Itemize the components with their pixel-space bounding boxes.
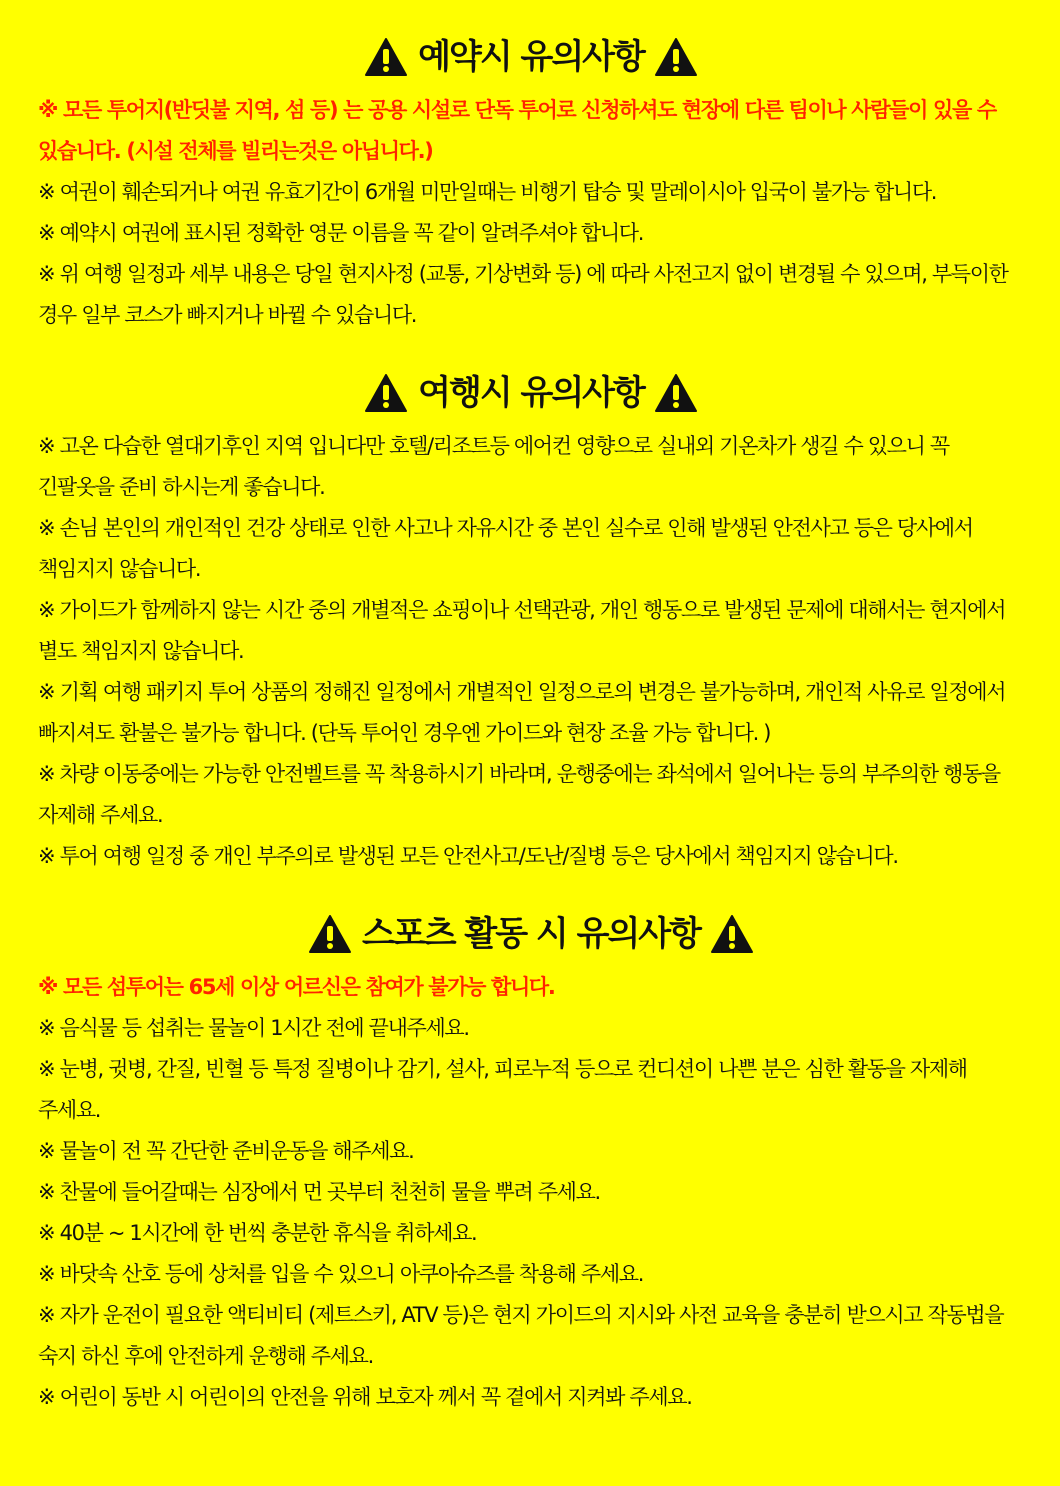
warning-triangle-icon <box>710 914 754 954</box>
notice-item: ※ 어린이 동반 시 어린이의 안전을 위해 보호자 께서 꼭 곁에서 지켜봐 주세요. <box>38 1385 692 1409</box>
notice-item: ※ 눈병, 귓병, 간질, 빈혈 등 특정 질병이나 감기, 설사, 피로누적 등으로 컨디션이 나쁜 분은 심한 활동을 자제해 주세요. <box>38 1057 967 1122</box>
notice-item: ※ 기획 여행 패키지 투어 상품의 정해진 일정에서 개별적인 일정으로의 변경은 불가능하며, 개인적 사유로 일정에서 빠지셔도 환불은 불가능 합니다. (단독 투어인 경우엔 가이드와 현장 조율 가능 합니다. ) <box>38 680 1006 745</box>
sports-notice-section <box>38 905 1024 1418</box>
notice-item: ※ 모든 섬투어는 65세 이상 어르신은 참여가 불가능 합니다. <box>38 975 555 999</box>
warning-triangle-icon <box>364 373 408 413</box>
notice-item: ※ 40분 ~ 1시간에 한 번씩 충분한 휴식을 취하세요. <box>38 1221 477 1245</box>
notice-item: ※ 바닷속 산호 등에 상처를 입을 수 있으니 아쿠아슈즈를 착용해 주세요. <box>38 1262 644 1286</box>
section-gap <box>38 877 1024 905</box>
section-title: 예약시 유의사항 <box>418 37 644 77</box>
notice-item: ※ 차량 이동중에는 가능한 안전벨트를 꼭 착용하시기 바라며, 운행중에는 좌석에서 일어나는 등의 부주의한 행동을 자제해 주세요. <box>38 762 1000 827</box>
notice-item: ※ 자가 운전이 필요한 액티비티 (제트스키, ATV 등)은 현지 가이드의 지시와 사전 교육을 충분히 받으시고 작동법을 숙지 하신 후에 안전하게 운행해 주세요. <box>38 1303 1004 1368</box>
section-gap <box>38 336 1024 364</box>
notice-item: ※ 물놀이 전 꼭 간단한 준비운동을 해주세요. <box>38 1139 414 1163</box>
warning-triangle-icon <box>308 914 352 954</box>
notice-item: ※ 모든 투어지(반딧불 지역, 섬 등) 는 공용 시설로 단독 투어로 신청하셔도 현장에 다른 팀이나 사람들이 있을 수 있습니다. (시설 전체를 빌리는것은 아닙니다.) <box>38 98 996 163</box>
notice-item: ※ 찬물에 들어갈때는 심장에서 먼 곳부터 천천히 물을 뿌려 주세요. <box>38 1180 600 1204</box>
warning-triangle-icon <box>654 37 698 77</box>
warning-triangle-icon <box>654 373 698 413</box>
notice-item: ※ 위 여행 일정과 세부 내용은 당일 현지사정 (교통, 기상변화 등) 에 따라 사전고지 없이 변경될 수 있으며, 부득이한 경우 일부 코스가 빠지거나 바뀔 수 있습니다. <box>38 262 1008 327</box>
notice-item: ※ 여권이 훼손되거나 여권 유효기간이 6개월 미만일때는 비행기 탑승 및 말레이시아 입국이 불가능 합니다. <box>38 180 937 204</box>
section-header <box>38 28 1024 86</box>
notice-item: ※ 투어 여행 일정 중 개인 부주의로 발생된 모든 안전사고/도난/질병 등은 당사에서 책임지지 않습니다. <box>38 844 898 868</box>
travel-notice-section <box>38 364 1024 877</box>
notice-item: ※ 가이드가 함께하지 않는 시간 중의 개별적은 쇼핑이나 선택관광, 개인 행동으로 발생된 문제에 대해서는 현지에서 별도 책임지지 않습니다. <box>38 598 1006 663</box>
warning-triangle-icon <box>364 37 408 77</box>
section-header <box>38 364 1024 422</box>
section-title: 스포츠 활동 시 유의사항 <box>362 914 700 954</box>
booking-notice-section <box>38 28 1024 336</box>
section-title: 여행시 유의사항 <box>418 373 644 413</box>
notice-item: ※ 음식물 등 섭취는 물놀이 1시간 전에 끝내주세요. <box>38 1016 469 1040</box>
notice-item: ※ 고온 다습한 열대기후인 지역 입니다만 호텔/리조트등 에어컨 영향으로 실내외 기온차가 생길 수 있으니 꼭 긴팔옷을 준비 하시는게 좋습니다. <box>38 434 949 499</box>
notice-item: ※ 예약시 여권에 표시된 정확한 영문 이름을 꼭 같이 알려주셔야 합니다. <box>38 221 644 245</box>
section-header <box>38 905 1024 963</box>
notice-item: ※ 손님 본인의 개인적인 건강 상태로 인한 사고나 자유시간 중 본인 실수로 인해 발생된 안전사고 등은 당사에서 책임지지 않습니다. <box>38 516 973 581</box>
